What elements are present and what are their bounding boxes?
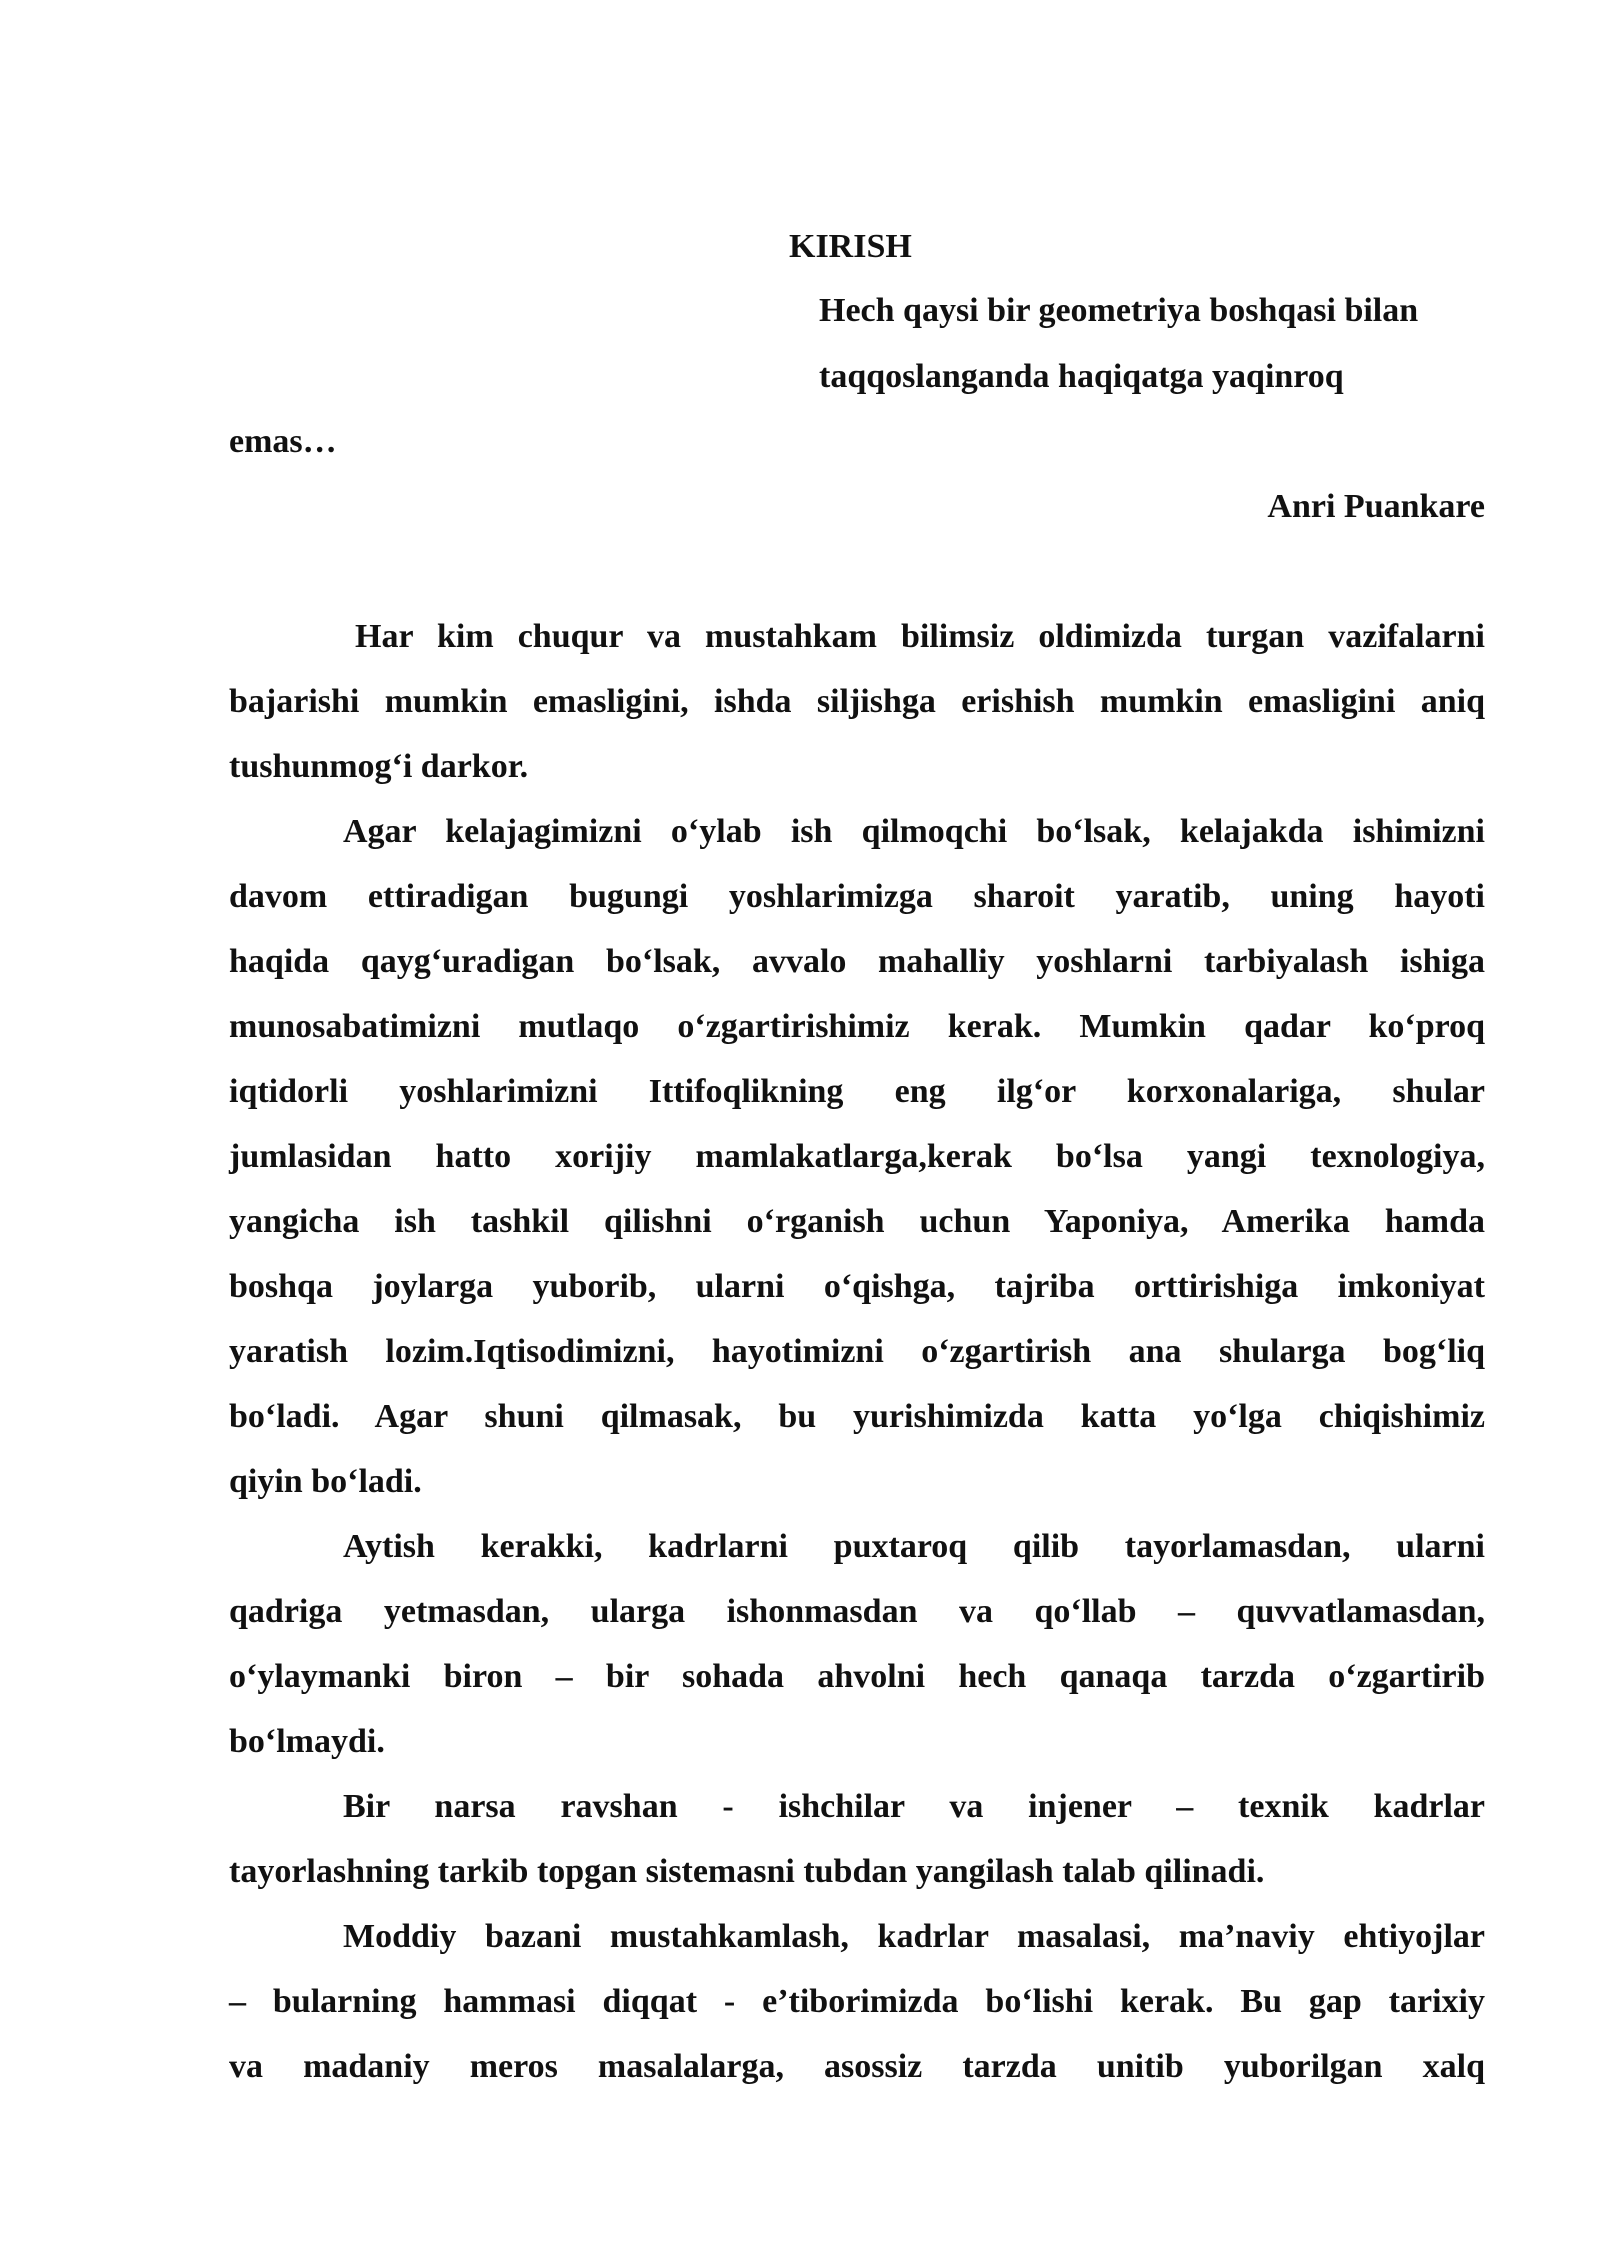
epigraph-line-2: taqqoslanganda haqiqatga yaqinroq bbox=[819, 358, 1344, 395]
epigraph-line-3: emas… bbox=[229, 423, 337, 460]
epigraph-author: Anri Puankare bbox=[1267, 488, 1485, 525]
paragraph-line: – bularning hammasi diqqat - e’tiborimizda bo‘lishi kerak. Bu gap tarixiy bbox=[229, 1983, 1485, 2020]
paragraph-line: tushunmog‘i darkor. bbox=[229, 748, 529, 785]
epigraph-line-1: Hech qaysi bir geometriya boshqasi bilan bbox=[819, 292, 1419, 329]
paragraph-line: yangicha ish tashkil qilishni o‘rganish uchun Yaponiya, Amerika hamda bbox=[229, 1203, 1485, 1240]
paragraph-line: Bir narsa ravshan - ishchilar va injener – texnik kadrlar bbox=[343, 1788, 1485, 1825]
paragraph-line: haqida qayg‘uradigan bo‘lsak, avvalo mahalliy yoshlarni tarbiyalash ishiga bbox=[229, 943, 1485, 980]
page-heading: KIRISH bbox=[789, 228, 912, 265]
paragraph-line: bo‘ladi. Agar shuni qilmasak, bu yurishimizda katta yo‘lga chiqishimiz bbox=[229, 1398, 1485, 1435]
paragraph-line: Har kim chuqur va mustahkam bilimsiz oldimizda turgan vazifalarni bbox=[355, 618, 1485, 655]
paragraph-line: munosabatimizni mutlaqo o‘zgartirishimiz kerak. Mumkin qadar ko‘proq bbox=[229, 1008, 1485, 1045]
paragraph-line: Moddiy bazani mustahkamlash, kadrlar masalasi, ma’naviy ehtiyojlar bbox=[343, 1918, 1485, 1955]
paragraph-line: qadriga yetmasdan, ularga ishonmasdan va qo‘llab – quvvatlamasdan, bbox=[229, 1593, 1485, 1630]
paragraph-line: yaratish lozim.Iqtisodimizni, hayotimizni o‘zgartirish ana shularga bog‘liq bbox=[229, 1333, 1485, 1370]
paragraph-line: bajarishi mumkin emasligini, ishda siljishga erishish mumkin emasligini aniq bbox=[229, 683, 1485, 720]
paragraph-line: qiyin bo‘ladi. bbox=[229, 1463, 422, 1500]
paragraph-line: tayorlashning tarkib topgan sistemasni tubdan yangilash talab qilinadi. bbox=[229, 1853, 1265, 1890]
paragraph-line: jumlasidan hatto xorijiy mamlakatlarga,kerak bo‘lsa yangi texnologiya, bbox=[229, 1138, 1485, 1175]
paragraph-line: o‘ylaymanki biron – bir sohada ahvolni hech qanaqa tarzda o‘zgartirib bbox=[229, 1658, 1485, 1695]
paragraph-line: boshqa joylarga yuborib, ularni o‘qishga, tajriba orttirishiga imkoniyat bbox=[229, 1268, 1485, 1305]
paragraph-line: Agar kelajagimizni o‘ylab ish qilmoqchi bo‘lsak, kelajakda ishimizni bbox=[343, 813, 1485, 850]
paragraph-line: davom ettiradigan bugungi yoshlarimizga sharoit yaratib, uning hayoti bbox=[229, 878, 1485, 915]
paragraph-line: va madaniy meros masalalarga, asossiz tarzda unitib yuborilgan xalq bbox=[229, 2048, 1485, 2085]
paragraph-line: iqtidorli yoshlarimizni Ittifoqlikning eng ilg‘or korxonalariga, shular bbox=[229, 1073, 1485, 1110]
paragraph-line: Aytish kerakki, kadrlarni puxtaroq qilib tayorlamasdan, ularni bbox=[343, 1528, 1485, 1565]
paragraph-line: bo‘lmaydi. bbox=[229, 1723, 385, 1760]
